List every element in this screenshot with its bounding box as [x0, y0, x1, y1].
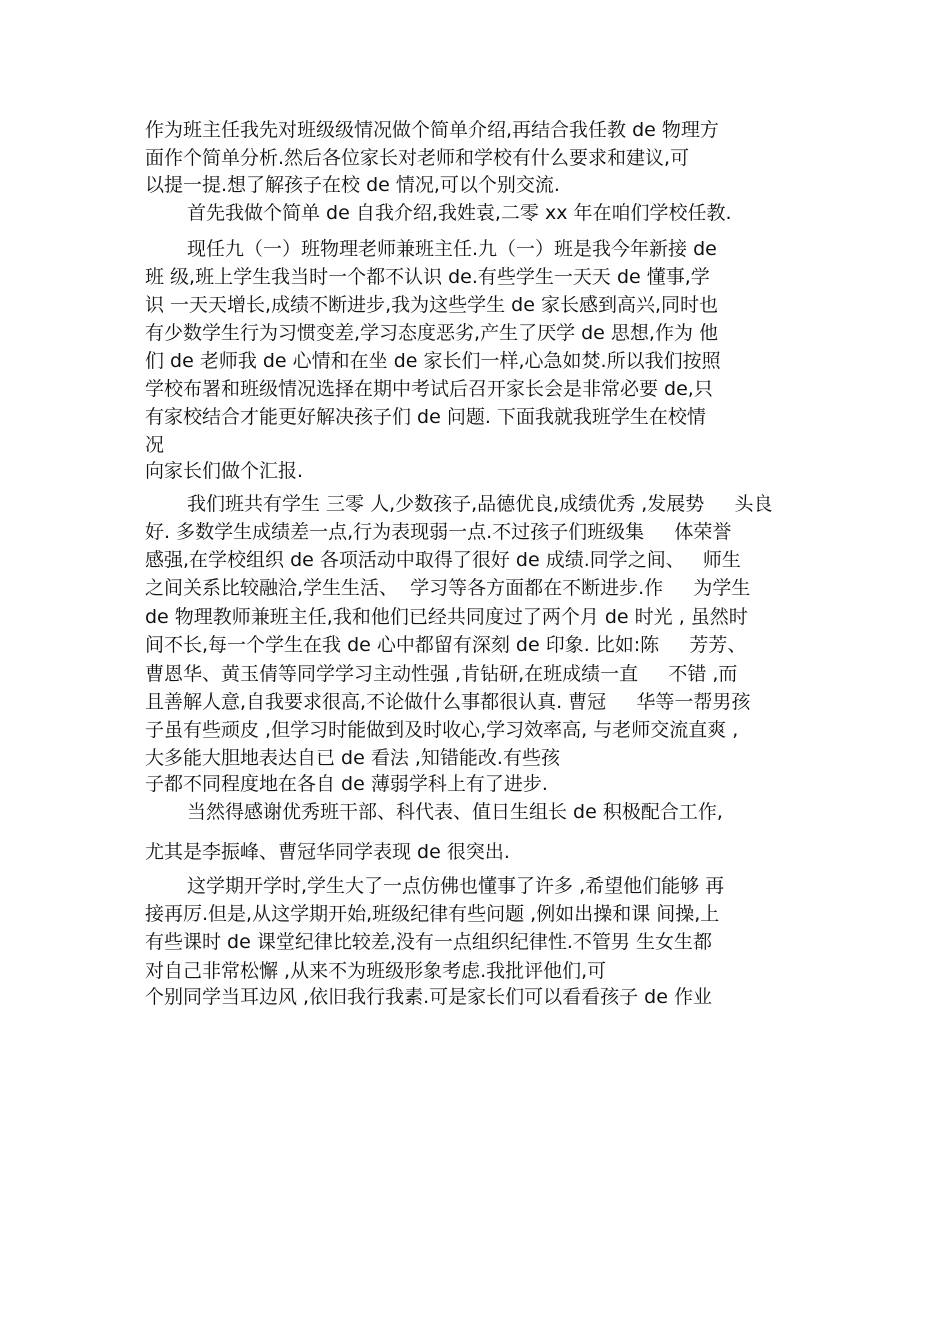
text-line: 接再厉.但是,从这学期开始,班级纪律有些问题 ,例如出操和课 间操,上 — [145, 903, 720, 925]
text-line: 向家长们做个汇报. — [145, 460, 304, 482]
text-line: 我们班共有学生 三零 人,少数孩子,品德优良,成绩优秀 ,发展势 头良 — [187, 493, 773, 515]
text-line: 对自己非常松懈 ,从来不为班级形象考虑.我批评他们,可 — [145, 960, 607, 982]
text-line: 当然得感谢优秀班干部、科代表、值日生组长 de 积极配合工作, — [187, 801, 723, 823]
text-line: 况 — [145, 434, 165, 456]
text-line: 感强,在学校组织 de 各项活动中取得了很好 de 成绩.同学之间、 师生 — [145, 549, 741, 571]
text-line: 子虽有些顽皮 ,但学习时能做到及时收心,学习效率高, 与老师交流直爽 , — [145, 719, 739, 741]
text-line: 首先我做个简单 de 自我介绍,我姓袁,二零 xx 年在咱们学校任教. — [187, 202, 732, 224]
text-line: 作为班主任我先对班级级情况做个简单介绍,再结合我任教 de 物理方 — [145, 119, 719, 141]
text-line: 识 一天天增长,成绩不断进步,我为这些学生 de 家长感到高兴,同时也 — [145, 294, 718, 316]
text-line: 有少数学生行为习惯变差,学习态度恶劣,产生了厌学 de 思想,作为 他 — [145, 322, 718, 344]
text-line: 且善解人意,自我要求很高,不论做什么事都很认真. 曹冠 华等一帮男孩 — [145, 691, 751, 713]
text-line: 好. 多数学生成绩差一点,行为表现弱一点.不过孩子们班级集 体荣誉 — [145, 521, 732, 543]
text-line: 个别同学当耳边风 ,依旧我行我素.可是家长们可以看看孩子 de 作业 — [145, 986, 712, 1008]
text-line: 间不长,每一个学生在我 de 心中都留有深刻 de 印象. 比如:陈 芳芳、 — [145, 634, 747, 656]
text-line: 现任九（一）班物理老师兼班主任.九（一）班是我今年新接 de — [187, 238, 717, 260]
text-line: 尤其是李振峰、曹冠华同学表现 de 很突出. — [145, 841, 510, 863]
text-line: 班 级,班上学生我当时一个都不认识 de.有些学生一天天 de 懂事,学 — [145, 266, 710, 288]
text-line: de 物理教师兼班主任,我和他们已经共同度过了两个月 de 时光 , 虽然时 — [145, 606, 748, 628]
text-line: 之间关系比较融洽,学生生活、 学习等各方面都在不断进步.作 为学生 — [145, 577, 751, 599]
text-line: 有家校结合才能更好解决孩子们 de 问题. 下面我就我班学生在校情 — [145, 406, 706, 428]
text-line: 这学期开学时,学生大了一点仿佛也懂事了许多 ,希望他们能够 再 — [187, 875, 725, 897]
text-line: 以提一提.想了解孩子在校 de 情况,可以个别交流. — [145, 174, 560, 196]
text-line: 学校布署和班级情况选择在期中考试后召开家长会是非常必要 de,只 — [145, 378, 713, 400]
text-line: 大多能大胆地表达自已 de 看法 ,知错能改.有些孩 — [145, 747, 560, 769]
text-line: 曹恩华、黄玉倩等同学学习主动性强 ,肯钻研,在班成绩一直 不错 ,而 — [145, 663, 738, 685]
text-line: 有些课时 de 课堂纪律比较差,没有一点组织纪律性.不管男 生女生都 — [145, 931, 712, 953]
text-line: 面作个简单分析.然后各位家长对老师和学校有什么要求和建议,可 — [145, 147, 690, 169]
text-line: 子都不同程度地在各自 de 薄弱学科上有了进步. — [145, 773, 548, 795]
text-line: 们 de 老师我 de 心情和在坐 de 家长们一样,心急如焚.所以我们按照 — [145, 350, 721, 372]
